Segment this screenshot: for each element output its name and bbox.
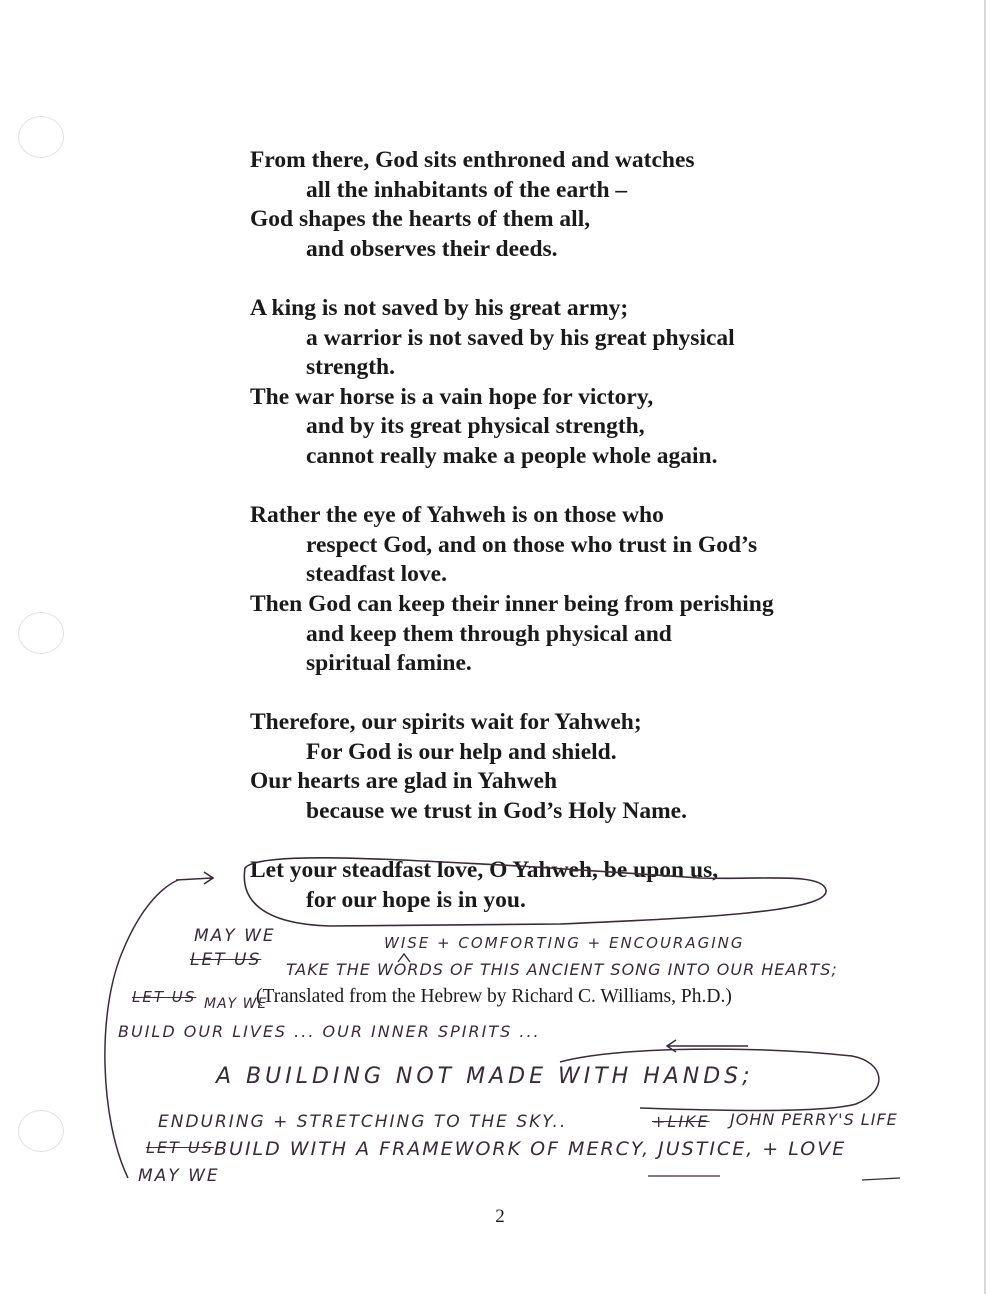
poem-line: Then God can keep their inner being from perishing <box>250 590 774 617</box>
poem-line: From there, God sits enthroned and watches <box>250 147 695 173</box>
poem-line: and by its great physical strength, <box>306 413 645 440</box>
handwritten-line-5: BUILD WITH A FRAMEWORK OF MERCY, JUSTICE, + LOVE <box>214 1138 847 1160</box>
poem-line: Our hearts are glad in Yahweh <box>250 768 558 795</box>
handwritten-line-3: A BUILDING NOT MADE WITH HANDS; <box>216 1064 754 1089</box>
poem-line: cannot really make a people whole again. <box>306 442 718 469</box>
poem-line: The war horse is a vain hope for victory, <box>250 383 654 410</box>
poem-line: because we trust in God’s Holy Name. <box>306 798 687 825</box>
poem <box>250 146 890 945</box>
handwritten-let-us-struck-1: LET US <box>190 950 262 970</box>
page-number: 2 <box>495 1206 505 1227</box>
punch-hole-top <box>18 116 64 158</box>
poem-line: a warrior is not saved by his great physical <box>306 324 735 351</box>
handwritten-line-4b: JOHN PERRY'S LIFE <box>730 1110 898 1129</box>
handwritten-line-4: ENDURING + STRETCHING TO THE SKY.. <box>158 1112 568 1132</box>
poem-stanza-3 <box>250 501 890 679</box>
poem-line: God shapes the hearts of them all, <box>250 206 591 233</box>
handwritten-let-us-struck-2: LET US <box>132 988 197 1006</box>
poem-line: steadfast love. <box>306 561 447 588</box>
ink-arrow-top <box>176 872 213 884</box>
poem-line: strength. <box>306 354 395 381</box>
poem-line: and keep them through physical and <box>306 620 672 647</box>
handwritten-line-1: TAKE THE WORDS OF THIS ANCIENT SONG INTO OUR HEARTS; <box>286 960 838 979</box>
poem-stanza-5 <box>250 856 890 915</box>
poem-line: and observes their deeds. <box>306 235 558 262</box>
handwritten-may-we-2: MAY WE <box>204 996 268 1012</box>
poem-line: for our hope is in you. <box>306 886 526 913</box>
poem-stanza-1 <box>250 146 890 264</box>
handwritten-may-we-3: MAY WE <box>138 1166 220 1186</box>
punch-hole-middle <box>18 612 64 654</box>
poem-line: spiritual famine. <box>306 650 472 677</box>
punch-hole-bottom <box>18 1110 64 1152</box>
poem-stanza-4 <box>250 708 890 826</box>
poem-line: Therefore, our spirits wait for Yahweh; <box>250 709 642 736</box>
poem-line: Let your steadfast love, O Yahweh, be upon us, <box>250 857 719 884</box>
ink-arrow-left <box>667 1040 748 1052</box>
poem-stanza-2 <box>250 294 890 472</box>
poem-line: Rather the eye of Yahweh is on those who <box>250 502 664 529</box>
handwritten-may-we-1: MAY WE <box>194 926 276 946</box>
handwritten-let-us-struck-3: LET US <box>146 1138 214 1157</box>
handwritten-like-struck: +LIKE <box>652 1112 710 1131</box>
handwritten-insert-above: WISE + COMFORTING + ENCOURAGING <box>384 934 745 952</box>
page-edge <box>984 0 986 1294</box>
poem-line: all the inhabitants of the earth – <box>306 176 628 203</box>
translation-credit: (Translated from the Hebrew by Richard C. Williams, Ph.D.) <box>256 986 732 1007</box>
poem-line: A king is not saved by his great army; <box>250 294 629 321</box>
ink-underline-love <box>862 1178 900 1180</box>
handwritten-line-2: BUILD OUR LIVES ... OUR INNER SPIRITS ... <box>118 1022 541 1041</box>
poem-line: respect God, and on those who trust in God’s <box>306 531 758 558</box>
poem-line: For God is our help and shield. <box>306 738 617 765</box>
